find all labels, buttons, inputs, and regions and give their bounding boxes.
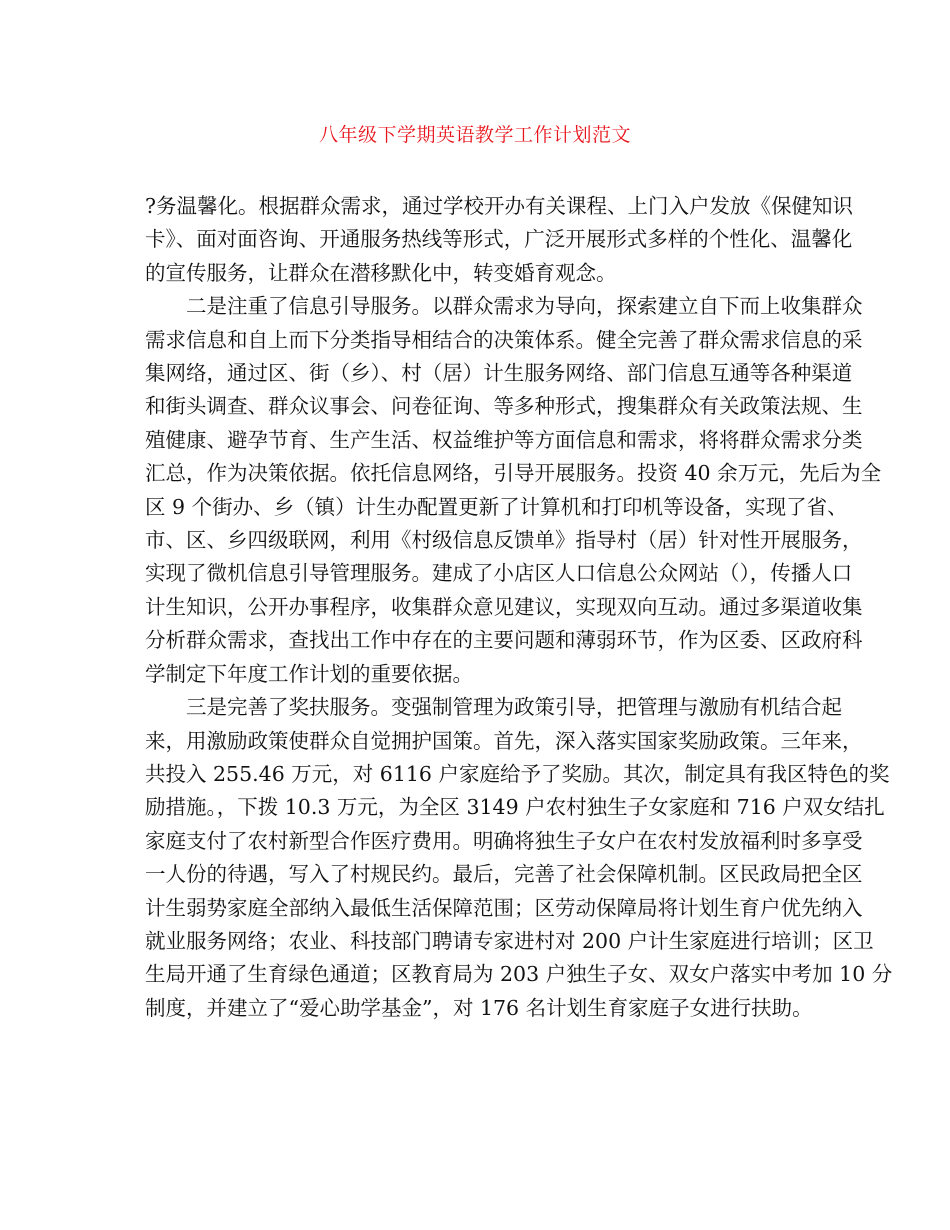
text-line: 家庭支付了农村新型合作医疗费用。明确将独生子女户在农村发放福利时多享受 bbox=[145, 828, 863, 853]
text-line: 区 9 个街办、乡（镇）计生办配置更新了计算机和打印机等设备，实现了省、 bbox=[145, 494, 848, 519]
text-line: 的宣传服务，让群众在潜移默化中，转变婚育观念。 bbox=[145, 260, 617, 285]
text-line: 需求信息和自上而下分类指导相结合的决策体系。健全完善了群众需求信息的采 bbox=[145, 327, 863, 352]
text-line: 励措施。，下拨 10.3 万元，为全区 3149 户农村独生子女家庭和 716 户双女结扎 bbox=[145, 795, 885, 820]
text-line: 学制定下年度工作计划的重要依据。 bbox=[145, 661, 473, 686]
text-line: 计生弱势家庭全部纳入最低生活保障范围；区劳动保障局将计划生育户优先纳入 bbox=[145, 895, 863, 920]
text-line: ?务温馨化。根据群众需求，通过学校开办有关课程、上门入户发放《保健知识 bbox=[145, 194, 853, 218]
text-line: 就业服务网络；农业、科技部门聘请专家进村对 200 户计生家庭进行培训；区卫 bbox=[145, 928, 874, 953]
text-line: 卡》、面对面咨询、开通服务热线等形式，广泛开展形式多样的个性化、温馨化 bbox=[145, 227, 853, 252]
text-line: 一人份的待遇，写入了村规民约。最后，完善了社会保障机制。区民政局把全区 bbox=[145, 862, 863, 887]
text-line: 二是注重了信息引导服务。以群众需求为导向，探索建立自下而上收集群众 bbox=[186, 294, 863, 319]
document-body bbox=[145, 190, 893, 1025]
text-line: 市、区、乡四级联网，利用《村级信息反馈单》指导村（居）针对性开展服务， bbox=[145, 528, 863, 553]
text-line: 和街头调查、群众议事会、问卷征询、等多种形式，搜集群众有关政策法规、生 bbox=[145, 394, 863, 419]
text-line: 制度，并建立了“爱心助学基金”，对 176 名计划生育家庭子女进行扶助。 bbox=[145, 995, 813, 1020]
text-line: 汇总，作为决策依据。依托信息网络，引导开展服务。投资 40 余万元，先后为全 bbox=[145, 461, 882, 486]
document-title: 八年级下学期英语教学工作计划范文 bbox=[318, 124, 631, 146]
text-line: 集网络，通过区、街（乡）、村（居）计生服务网络、部门信息互通等各种渠道 bbox=[145, 361, 853, 386]
text-line: 计生知识，公开办事程序，收集群众意见建议，实现双向互动。通过多渠道收集 bbox=[145, 594, 863, 619]
text-line: 共投入 255.46 万元，对 6116 户家庭给予了奖励。其次，制定具有我区特色的奖 bbox=[145, 761, 890, 786]
text-line: 殖健康、避孕节育、生产生活、权益维护等方面信息和需求，将将群众需求分类 bbox=[145, 427, 863, 452]
text-line: 生局开通了生育绿色通道；区教育局为 203 户独生子女、双女户落实中考加 10 分 bbox=[145, 962, 893, 987]
text-line: 三是完善了奖扶服务。变强制管理为政策引导，把管理与激励有机结合起 bbox=[186, 695, 842, 720]
text-line: 实现了微机信息引导管理服务。建成了小店区人口信息公众网站（），传播人口 bbox=[145, 561, 853, 586]
text-line: 来，用激励政策使群众自觉拥护国策。首先，深入落实国家奖励政策。三年来， bbox=[145, 728, 863, 753]
text-line: 分析群众需求，查找出工作中存在的主要问题和薄弱环节，作为区委、区政府科 bbox=[145, 628, 863, 653]
